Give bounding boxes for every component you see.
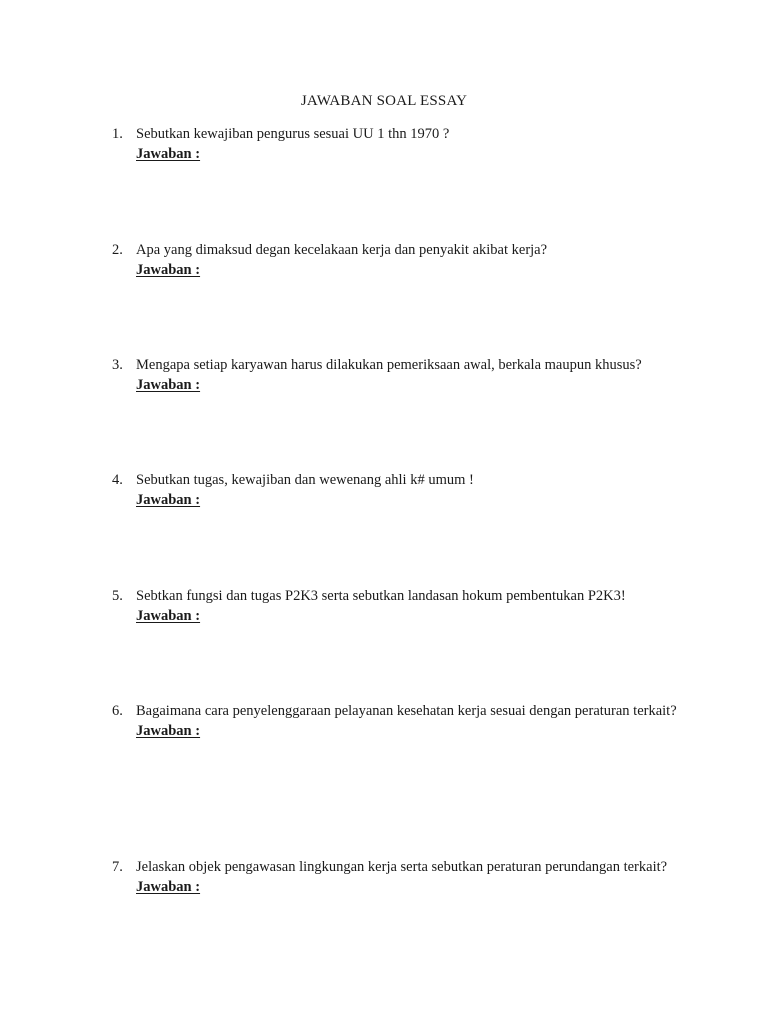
question-item-5 (112, 586, 678, 626)
answer-label: Jawaban : (136, 608, 201, 624)
answer-label: Jawaban : (136, 377, 201, 393)
question-item-3 (112, 355, 678, 395)
question-item-2 (112, 240, 678, 280)
question-text: Bagaimana cara penyelenggaraan pelayanan kesehatan kerja sesuai dengan peraturan terkait? (136, 703, 677, 719)
page-title: JAWABAN SOAL ESSAY (300, 93, 468, 109)
question-item-1 (112, 124, 678, 164)
answer-label: Jawaban : (136, 146, 201, 162)
question-item-7 (112, 857, 678, 897)
question-number: 7. (112, 859, 123, 875)
answer-label: Jawaban : (136, 492, 201, 508)
answer-label: Jawaban : (136, 723, 201, 739)
answer-label: Jawaban : (136, 879, 201, 895)
question-text: Sebtkan fungsi dan tugas P2K3 serta sebutkan landasan hokum pembentukan P2K3! (136, 588, 626, 604)
question-number: 6. (112, 703, 123, 719)
question-text: Mengapa setiap karyawan harus dilakukan pemeriksaan awal, berkala maupun khusus? (136, 357, 642, 373)
question-text: Sebutkan tugas, kewajiban dan wewenang ahli k# umum ! (136, 472, 474, 488)
question-number: 1. (112, 126, 123, 142)
question-number: 2. (112, 242, 123, 258)
question-number: 3. (112, 357, 123, 373)
question-number: 5. (112, 588, 123, 604)
answer-label: Jawaban : (136, 262, 201, 278)
question-text: Apa yang dimaksud degan kecelakaan kerja dan penyakit akibat kerja? (136, 242, 548, 258)
question-item-4 (112, 470, 678, 510)
question-number: 4. (112, 472, 123, 488)
question-item-6 (112, 701, 678, 741)
question-text: Jelaskan objek pengawasan lingkungan kerja serta sebutkan peraturan perundangan terkait? (136, 859, 668, 875)
question-text: Sebutkan kewajiban pengurus sesuai UU 1 thn 1970 ? (136, 126, 450, 142)
